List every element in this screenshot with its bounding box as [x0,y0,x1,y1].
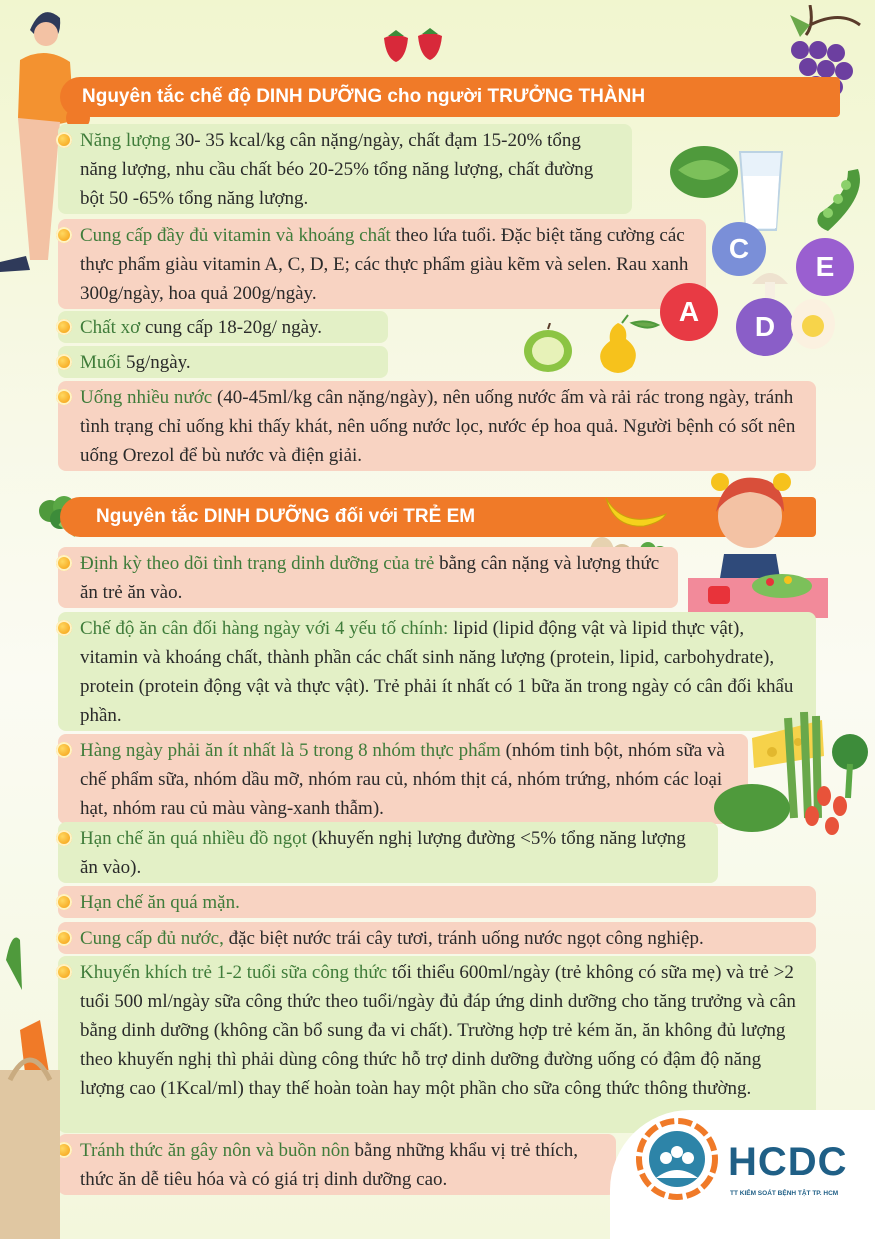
child-section-title: Nguyên tắc DINH DƯỠNG đối với TRẺ EM [96,506,476,527]
item-highlight: Khuyến khích trẻ 1-2 tuổi sữa công thức [80,962,388,983]
pear-icon [594,313,664,377]
item-highlight: Cung cấp đầy đủ vitamin và khoáng chất [80,225,391,246]
item-highlight: Chế độ ăn cân đối hàng ngày với 4 yếu tố chính: [80,618,449,639]
vitamin-c-icon: C [712,222,766,276]
bullet-icon [56,894,72,910]
item-highlight: Năng lượng [80,130,171,151]
item-text: (khuyến nghị lượng đường <5% tổng năng lượng ăn vào). [80,828,686,878]
adult-item-salt [58,346,388,378]
lettuce-icon [668,140,740,200]
mushroom-icon [750,268,790,300]
child-item-monitoring [58,547,678,608]
item-text: (40-45ml/kg cân nặng/ngày), nên uống nước ấm và rải rác trong ngày, tránh tình trạng chỉ uống khi thấy khát, nên uống nước lọc, nước ép hoa quả. Người bệnh có sốt nên uống Orezol để bù nước và điện giải. [80,387,796,466]
item-highlight: Chất xơ [80,317,141,338]
banana-icon [604,492,668,532]
item-highlight: Cung cấp đủ nước, [80,928,224,949]
vitamin-d-icon: D [736,298,794,356]
item-text: 5g/ngày. [121,352,191,373]
item-text: tối thiểu 600ml/ngày (trẻ không có sữa mẹ) và trẻ >2 tuổi 500 ml/ngày sữa công thức theo tuổi/ngày đủ đáp ứng dinh dưỡng cho tăng trưởng và cân bằng dinh dưỡng (không cần bổ sung đa vi chất). Trường hợp trẻ kém ăn, ăn không đủ lượng theo khuyến nghị thì phải dùng công thức hỗ trợ dinh dưỡng đường uống có đậm độ năng lượng cao (1Kcal/ml) thay thế hoàn toàn hay một phần cho sữa công thức thông thường. [80,962,796,1099]
bullet-icon [56,742,72,758]
bullet-icon [56,389,72,405]
egg-icon [790,296,836,350]
item-highlight: Muối [80,352,122,373]
vitamin-e-icon: E [796,238,854,296]
item-text: bằng những khẩu vị trẻ thích, thức ăn dễ tiêu hóa và có giá trị dinh dưỡng cao. [80,1140,578,1190]
item-text: 30- 35 kcal/kg cân nặng/ngày, chất đạm 15-20% tổng năng lượng, nhu cầu chất béo 20-25% tổng năng lượng, chất đường bột 50 -65% tổng năng lượng. [80,130,594,209]
vegetables-cheese-illustration [712,708,875,838]
item-highlight: Định kỳ theo dõi tình trạng dinh dưỡng của trẻ [80,553,435,574]
item-text: theo lứa tuổi. Đặc biệt tăng cường các thực phẩm giàu vitamin A, C, D, E; các thực phẩm giàu kẽm và selen. Rau xanh 300g/ngày, hoa quả 200g/ngày. [80,225,689,304]
item-highlight: Uống nhiều nước [80,387,213,408]
child-at-table-illustration [684,468,832,630]
bullet-icon [56,620,72,636]
child-item-salt [58,886,816,918]
vitamin-a-icon: A [660,283,718,341]
bullet-icon [56,319,72,335]
pea-pod-icon [808,165,868,235]
adult-item-water [58,381,816,471]
strawberry-icon [380,28,450,64]
item-highlight: Tránh thức ăn gây nôn và buồn nôn [80,1140,350,1161]
child-item-sugar [58,822,718,883]
item-highlight: Hàng ngày phải ăn ít nhất là 5 trong 8 nhóm thực phẩm [80,740,501,761]
bullet-icon [56,132,72,148]
bullet-icon [56,227,72,243]
hcdc-logo-subtitle: TT KIỂM SOÁT BỆNH TẬT TP. HCM [730,1190,839,1197]
adult-item-vitamins [58,219,706,309]
bullet-icon [56,830,72,846]
child-item-balanced-diet [58,612,816,731]
item-text: lipid (lipid động vật và lipid thực vật), vitamin và khoáng chất, thành phần các chất sinh năng lượng (protein, lipid, carbohydrate), protein (protein động vật và thực vật). Trẻ phải ít nhất có 1 bữa ăn trong ngày có cân đối khẩu phần. [80,618,794,726]
grocery-bag-illustration [0,930,60,1239]
hcdc-logo-text: HCDC [728,1140,848,1184]
item-text: (nhóm tinh bột, nhóm sữa và chế phẩm sữa, nhóm dầu mỡ, nhóm rau củ, nhóm thịt cá, nhóm trứng, nhóm các loại hạt, nhóm rau củ màu vàng-xanh thẫm). [80,740,725,819]
hcdc-logo-icon [636,1118,718,1200]
bullet-icon [56,555,72,571]
adult-section-title: Nguyên tắc chế độ DINH DƯỠNG cho người TRƯỞNG THÀNH [82,86,646,107]
child-item-avoid-nausea [58,1134,616,1195]
item-highlight: Hạn chế ăn quá mặn. [80,892,240,913]
item-text: đặc biệt nước trái cây tươi, tránh uống nước ngọt công nghiệp. [223,928,704,949]
child-item-water [58,922,816,954]
child-item-formula-milk [58,956,816,1133]
bullet-icon [56,354,72,370]
milk-glass-icon [738,150,784,232]
adult-section-header [60,77,840,117]
item-text: cung cấp 18-20g/ ngày. [140,317,323,338]
child-item-food-groups [58,734,748,824]
adult-item-fiber [58,311,388,343]
apple-icon [522,323,574,373]
item-text: bằng cân nặng và lượng thức ăn trẻ ăn vào. [80,553,660,603]
adult-item-energy [58,124,632,214]
item-highlight: Hạn chế ăn quá nhiều đồ ngọt [80,828,307,849]
